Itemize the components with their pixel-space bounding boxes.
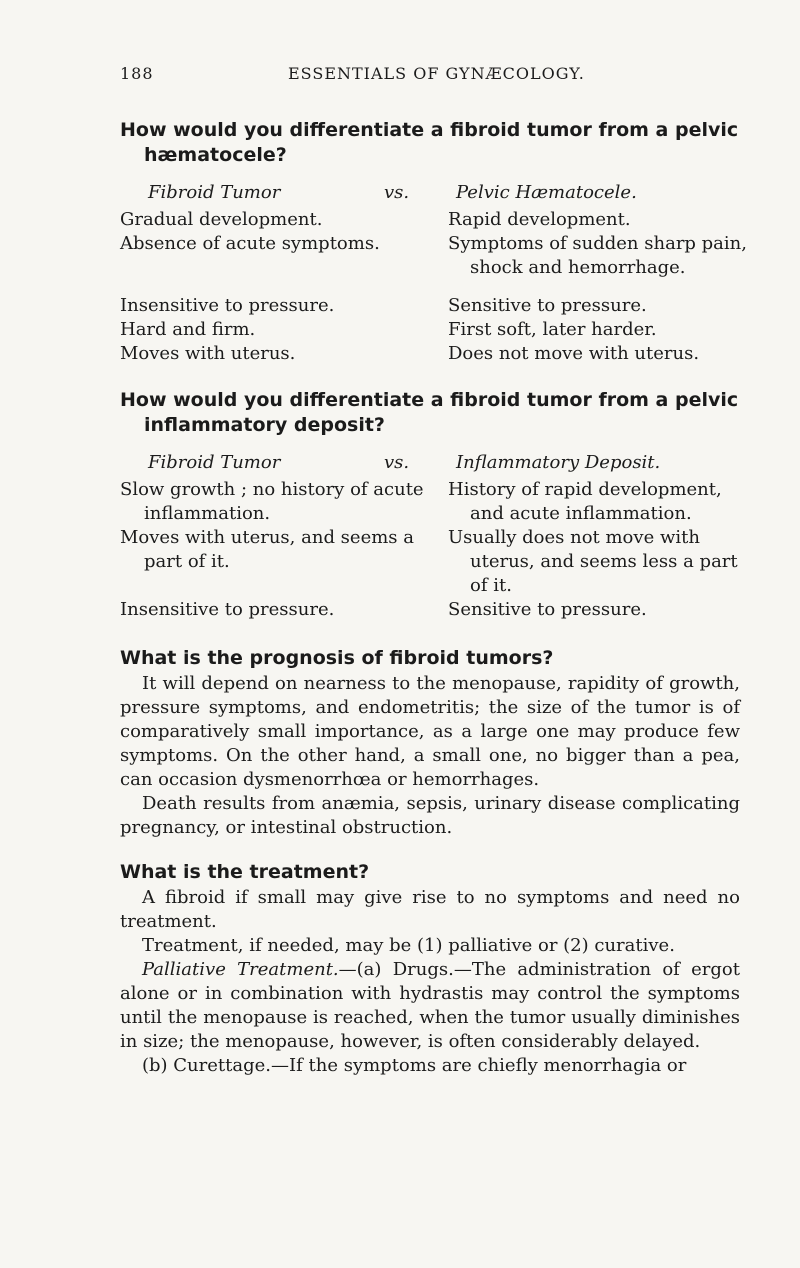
question-prognosis: What is the prognosis of fibroid tumors? bbox=[120, 647, 554, 669]
palliative-heading: Palliative Treatment. bbox=[142, 959, 339, 980]
paragraph-treatment-types: Treatment, if needed, may be (1) palliative or (2) curative. bbox=[142, 935, 675, 956]
left-item: Insensitive to pressure. bbox=[120, 599, 335, 620]
question-inflammatory-deposit bbox=[120, 388, 740, 438]
paragraph-prognosis: It will depend on nearness to the menopause, rapidity of growth, pressure symptoms, and endometritis; the size of the tumor is of comparatively small importance, as a large one may produce few symptoms. On the other hand, a small one, no bigger than a pea, can occasion dysmenorrhœa or hemorrhages. bbox=[120, 673, 740, 790]
left-item: Slow growth ; no history of acute bbox=[120, 479, 424, 500]
right-item: and acute inflammation. bbox=[470, 503, 692, 524]
right-item: of it. bbox=[470, 575, 512, 596]
left-item: inflammation. bbox=[144, 503, 271, 524]
paragraph-death: Death results from anæmia, sepsis, urinary disease complicating pregnancy, or intestinal obstruction. bbox=[120, 793, 740, 838]
column-heading-right: Pelvic Hæmatocele. bbox=[456, 182, 637, 203]
column-heading-left: Fibroid Tumor bbox=[148, 182, 281, 203]
right-item: uterus, and seems less a part bbox=[470, 551, 738, 572]
page-number: 188 bbox=[120, 64, 154, 83]
left-item: Moves with uterus. bbox=[120, 343, 296, 364]
right-item: Rapid development. bbox=[448, 209, 631, 230]
column-heading-vs: vs. bbox=[384, 182, 410, 203]
left-item: part of it. bbox=[144, 551, 230, 572]
paragraph-small-fibroid: A fibroid if small may give rise to no symptoms and need no treatment. bbox=[120, 887, 740, 932]
right-item: Sensitive to pressure. bbox=[448, 599, 647, 620]
question-treatment: What is the treatment? bbox=[120, 861, 370, 883]
left-item: Hard and firm. bbox=[120, 319, 256, 340]
question-haematocele bbox=[120, 118, 740, 168]
page-header bbox=[0, 64, 800, 88]
right-item: Does not move with uterus. bbox=[448, 343, 700, 364]
column-heading-right: Inflammatory Deposit. bbox=[456, 452, 661, 473]
right-item: Symptoms of sudden sharp pain, bbox=[448, 233, 747, 254]
paragraph-curettage: (b) Curettage.—If the symptoms are chiefly menorrhagia or bbox=[142, 1055, 687, 1076]
palliative-text: —(a) Drugs.—The administration of ergot alone or in combination with hydrastis may control the symptoms until the menopause is reached, when the tumor usually diminishes in size; the menopause, however, is often considerably delayed. bbox=[120, 959, 740, 1052]
question-line: How would you differentiate a fibroid tumor from a pelvic bbox=[120, 119, 739, 141]
left-item: Gradual development. bbox=[120, 209, 323, 230]
column-heading-left: Fibroid Tumor bbox=[148, 452, 281, 473]
left-item: Absence of acute symptoms. bbox=[120, 233, 380, 254]
paragraph-palliative bbox=[120, 958, 740, 1054]
right-item: Sensitive to pressure. bbox=[448, 295, 647, 316]
left-item: Moves with uterus, and seems a bbox=[120, 527, 414, 548]
right-item: Usually does not move with bbox=[448, 527, 700, 548]
question-line: hæmatocele? bbox=[144, 144, 287, 166]
column-heading-vs: vs. bbox=[384, 452, 410, 473]
left-item: Insensitive to pressure. bbox=[120, 295, 335, 316]
question-line: inflammatory deposit? bbox=[144, 414, 385, 436]
right-item: First soft, later harder. bbox=[448, 319, 657, 340]
question-line: How would you differentiate a fibroid tumor from a pelvic bbox=[120, 389, 739, 411]
running-title: ESSENTIALS OF GYNÆCOLOGY. bbox=[288, 64, 585, 83]
right-item: shock and hemorrhage. bbox=[470, 257, 686, 278]
right-item: History of rapid development, bbox=[448, 479, 722, 500]
